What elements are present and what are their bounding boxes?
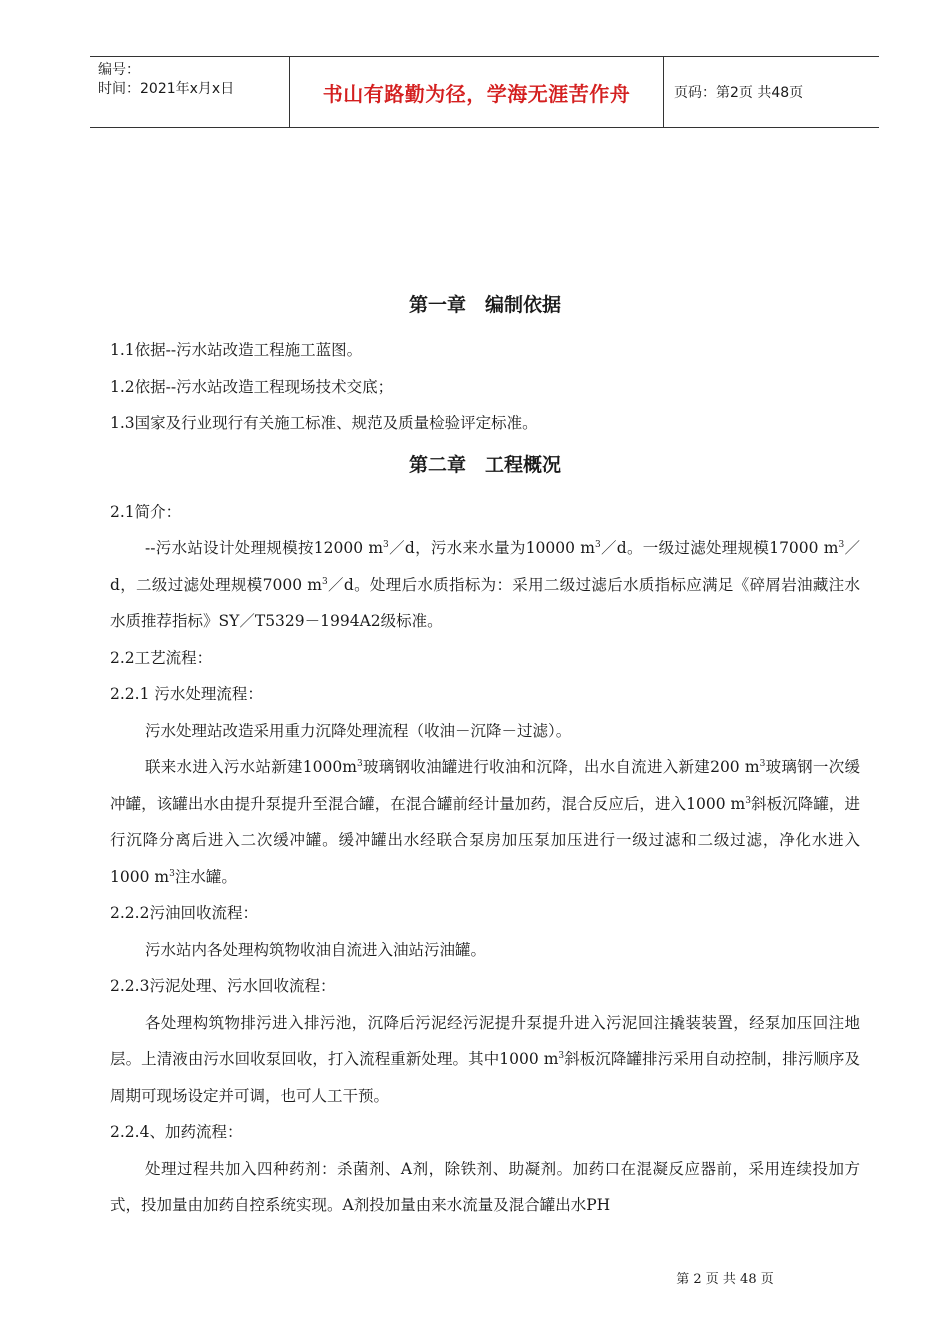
section-2-1-heading: 2.1简介： [110, 502, 182, 521]
chapter1-title: 第一章 编制依据 [408, 294, 561, 316]
page-footer [0, 1268, 950, 1287]
footer-page-number: 第 2 页 共 48 页 [676, 1272, 774, 1287]
chapter2-title: 第二章 工程概况 [408, 453, 561, 476]
section-2-1-text: --污水站设计处理规模按12000 $m^3/d$，污水来水量为10000 $m^3/d$。一级过滤处理规模17000 $m^3/d$，二级过滤处理规模7000 $m^3/d$。处理后水质指标为：采用二级过滤后水质指标应满足《碎屑岩油藏注水水质推荐指标》SY／T5329－1994A2级标准。 [110, 539, 860, 630]
section-2-2-1-para-1: 污水处理站改造采用重力沉降处理流程（收油－沉降－过滤）。 [145, 721, 572, 740]
section-2-2-1-para-2: 联来水进入污水站新建$1000m^3$玻璃钢收油罐进行收油和沉降，出水自流进入新建200 $m^3$玻璃钢一次缓冲罐，该罐出水由提升泵提升至混合罐，在混合罐前经计量加药，混合反应后，进入1000 $m^3$斜板沉降罐，进行沉降分离后进入二次缓冲罐。缓冲罐出水经联合泵房加压泵加压进行一级过滤和二级过滤，净化水进入1000 $m^3$注水罐。 [110, 758, 860, 886]
time-label: 时间：2021年x月x日 [98, 81, 235, 97]
section-2-2-3-para: 各处理构筑物排污进入排污池，沉降后污泥经污泥提升泵提升进入污泥回注撬装装置，经泵加压回注地层。上清液由污水回收泵回收，打入流程重新处理。其中1000 $m^3$斜板沉降罐排污采用自动控制，排污顺序及周期可现场设定并可调，也可人工干预。 [110, 1013, 860, 1105]
number-label: 编号： [98, 62, 140, 78]
header-motto: 书山有路勤为径，学海无涯苦作舟 [290, 57, 664, 127]
header-page-info: 页码：第2页 共48页 [674, 85, 804, 101]
page-header [90, 56, 879, 128]
section-2-2-heading: 2.2工艺流程： [110, 648, 213, 667]
section-2-2-2-heading: 2.2.2污油回收流程： [110, 904, 258, 922]
chapter1-item-2: 1.2依据--污水站改造工程现场技术交底； [110, 377, 394, 396]
section-2-2-2-para: 污水站内各处理构筑物收油自流进入油站污油罐。 [145, 940, 487, 959]
section-2-2-4-heading: 2.2.4、加药流程： [110, 1123, 243, 1141]
section-2-2-3-heading: 2.2.3污泥处理、污水回收流程： [110, 977, 336, 995]
chapter1-item-3: 1.3国家及行业现行有关施工标准、规范及质量检验评定标准。 [110, 414, 538, 432]
header-meta [90, 57, 290, 127]
document-body [110, 290, 860, 1224]
section-2-2-4-para: 处理过程共加入四种药剂：杀菌剂、A剂，除铁剂、助凝剂。加药口在混凝反应器前，采用连续投加方式，投加量由加药自控系统实现。A剂投加量由来水流量及混合罐出水PH [110, 1159, 860, 1214]
section-2-2-1-heading: 2.2.1 污水处理流程： [110, 685, 263, 703]
chapter1-item-1: 1.1依据--污水站改造工程施工蓝图。 [110, 341, 363, 359]
